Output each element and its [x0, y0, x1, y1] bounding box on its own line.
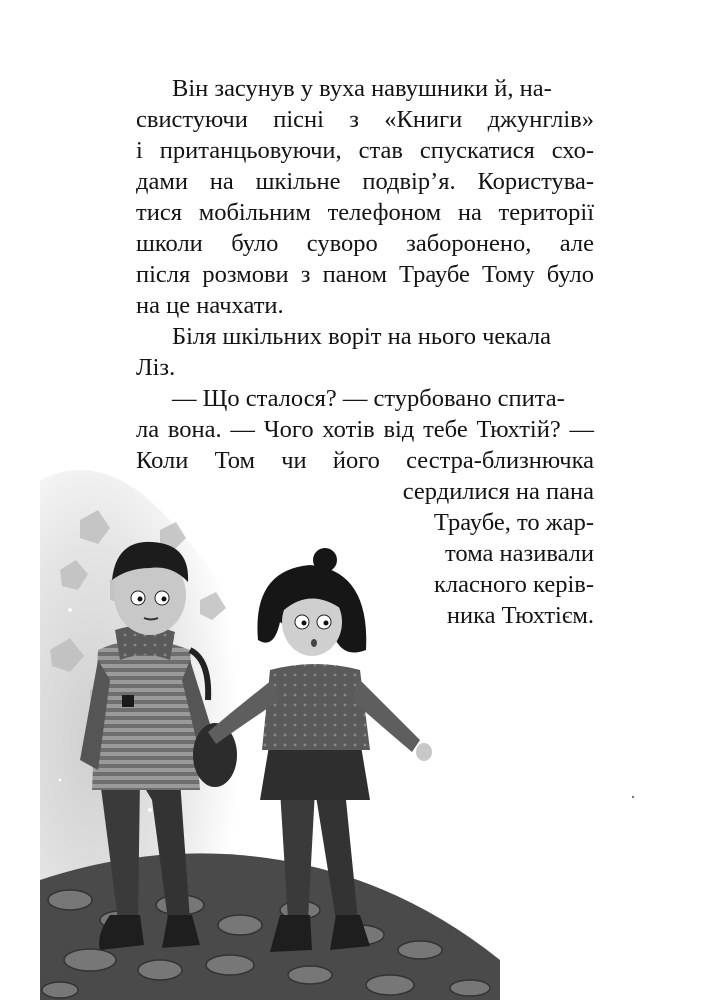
text-line: класного керів- — [433, 571, 594, 598]
text-line: Біля шкільних воріт на нього чекала — [172, 323, 551, 350]
text-line: тома називали — [445, 540, 594, 567]
text-line: Він засунув у вуха навушники й, на- — [172, 75, 552, 102]
text-line: ника Тюхтієм. — [446, 602, 594, 629]
text-line: Траубе, то жар- — [433, 509, 594, 536]
text-line: — Що сталося? — стурбовано спита- — [172, 385, 565, 412]
speck — [632, 796, 634, 798]
text-line: і пританцьовуючи, став спускатися схо- — [136, 137, 594, 164]
text-line: після розмови з паном Траубе Тому було — [136, 261, 594, 288]
text-line: тися мобільним телефоном на території — [136, 199, 594, 226]
text-line: школи було суворо заборонено, але — [136, 230, 594, 257]
text-line: ла вона. — Чого хотів від тебе Тюхтій? — — [136, 416, 594, 443]
text-line: дами на шкільне подвір’я. Користува- — [136, 168, 594, 195]
text-line: Коли Том чи його сестра-близнючка — [136, 447, 594, 474]
text-line: свистуючи пісні з «Книги джунглів» — [136, 106, 594, 133]
text-line: на це начхати. — [136, 292, 284, 319]
text-line: Ліз. — [136, 354, 176, 381]
text-line: сердилися на пана — [402, 478, 594, 505]
